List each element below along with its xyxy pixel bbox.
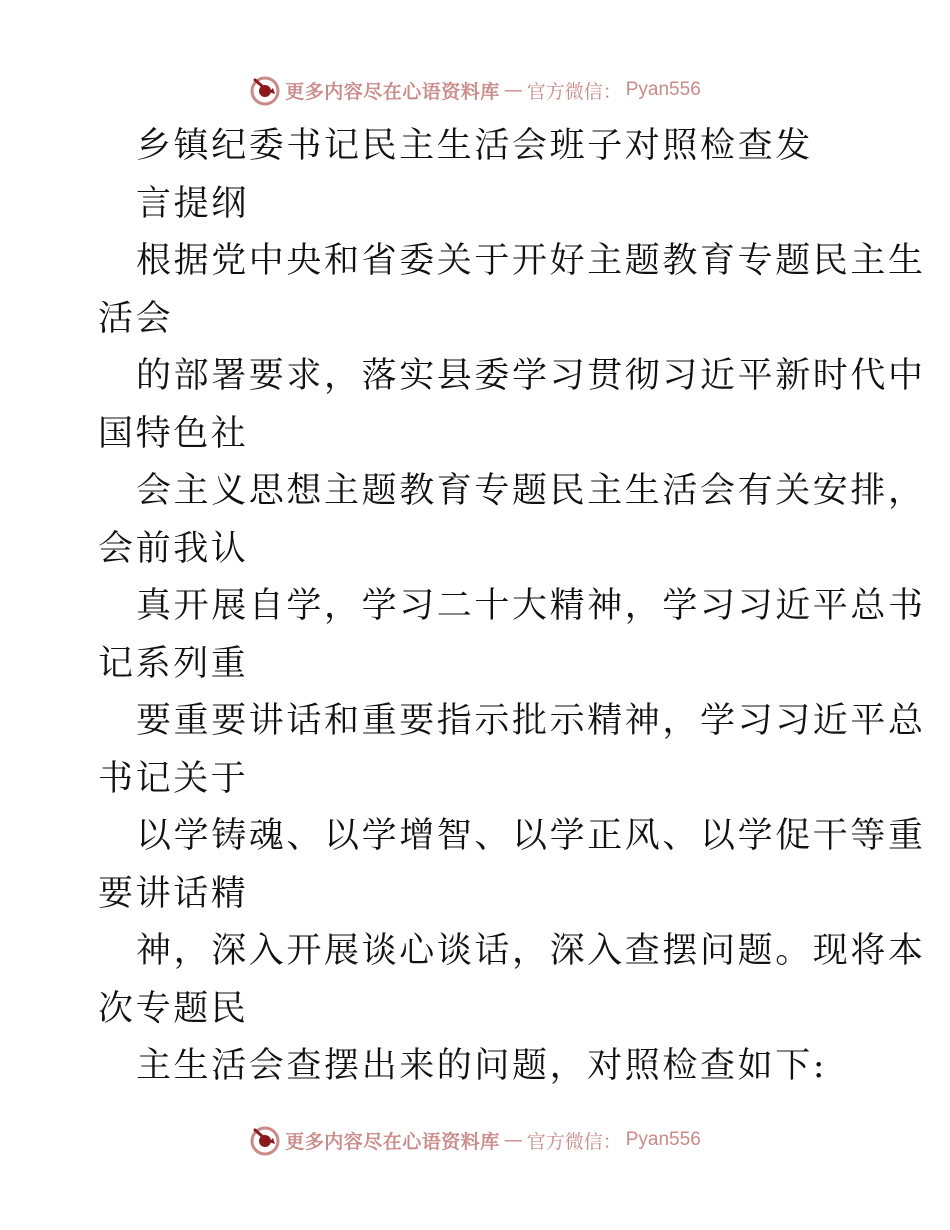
document-line: 根据党中央和省委关于开好主题教育专题民主生 — [136, 241, 926, 281]
brand-logo-icon — [249, 74, 281, 106]
banner-dash: — — [503, 1129, 523, 1151]
document-line: 记系列重 — [98, 643, 249, 684]
document-line: 会前我认 — [98, 528, 249, 569]
document-line: 言提纲 — [136, 183, 249, 224]
banner-wechat-id: Pyan556 — [625, 79, 701, 100]
banner-official-label: 官方微信： — [526, 80, 622, 103]
document-body — [98, 118, 926, 1096]
banner-title: 更多内容尽在心语资料库 — [285, 1130, 500, 1153]
document-line: 书记关于 — [98, 758, 249, 799]
document-line: 要重要讲话和重要指示批示精神，学习习近平总 — [136, 701, 926, 741]
document-line: 乡镇纪委书记民主生活会班子对照检查发 — [136, 126, 813, 166]
document-line: 要讲话精 — [98, 873, 249, 914]
banner-official-label: 官方微信： — [526, 1130, 622, 1153]
document-line: 会主义思想主题教育专题民主生活会有关安排， — [136, 471, 926, 511]
document-line: 以学铸魂、以学增智、以学正风、以学促干等重 — [136, 816, 926, 856]
document-line: 国特色社 — [98, 413, 249, 454]
brand-logo-icon — [249, 1124, 281, 1156]
header-banner — [0, 72, 950, 108]
banner-wechat-id: Pyan556 — [625, 1129, 701, 1150]
banner-dash: — — [503, 79, 523, 101]
document-line: 主生活会查摆出来的问题，对照检查如下: — [136, 1046, 828, 1086]
document-line: 活会 — [98, 298, 174, 339]
document-line: 次专题民 — [98, 988, 249, 1029]
footer-banner — [0, 1122, 950, 1158]
document-line: 的部署要求，落实县委学习贯彻习近平新时代中 — [136, 356, 926, 396]
document-line: 神，深入开展谈心谈话，深入查摆问题。现将本 — [136, 931, 926, 971]
document-line: 真开展自学，学习二十大精神，学习习近平总书 — [136, 586, 926, 626]
banner-title: 更多内容尽在心语资料库 — [285, 80, 500, 103]
